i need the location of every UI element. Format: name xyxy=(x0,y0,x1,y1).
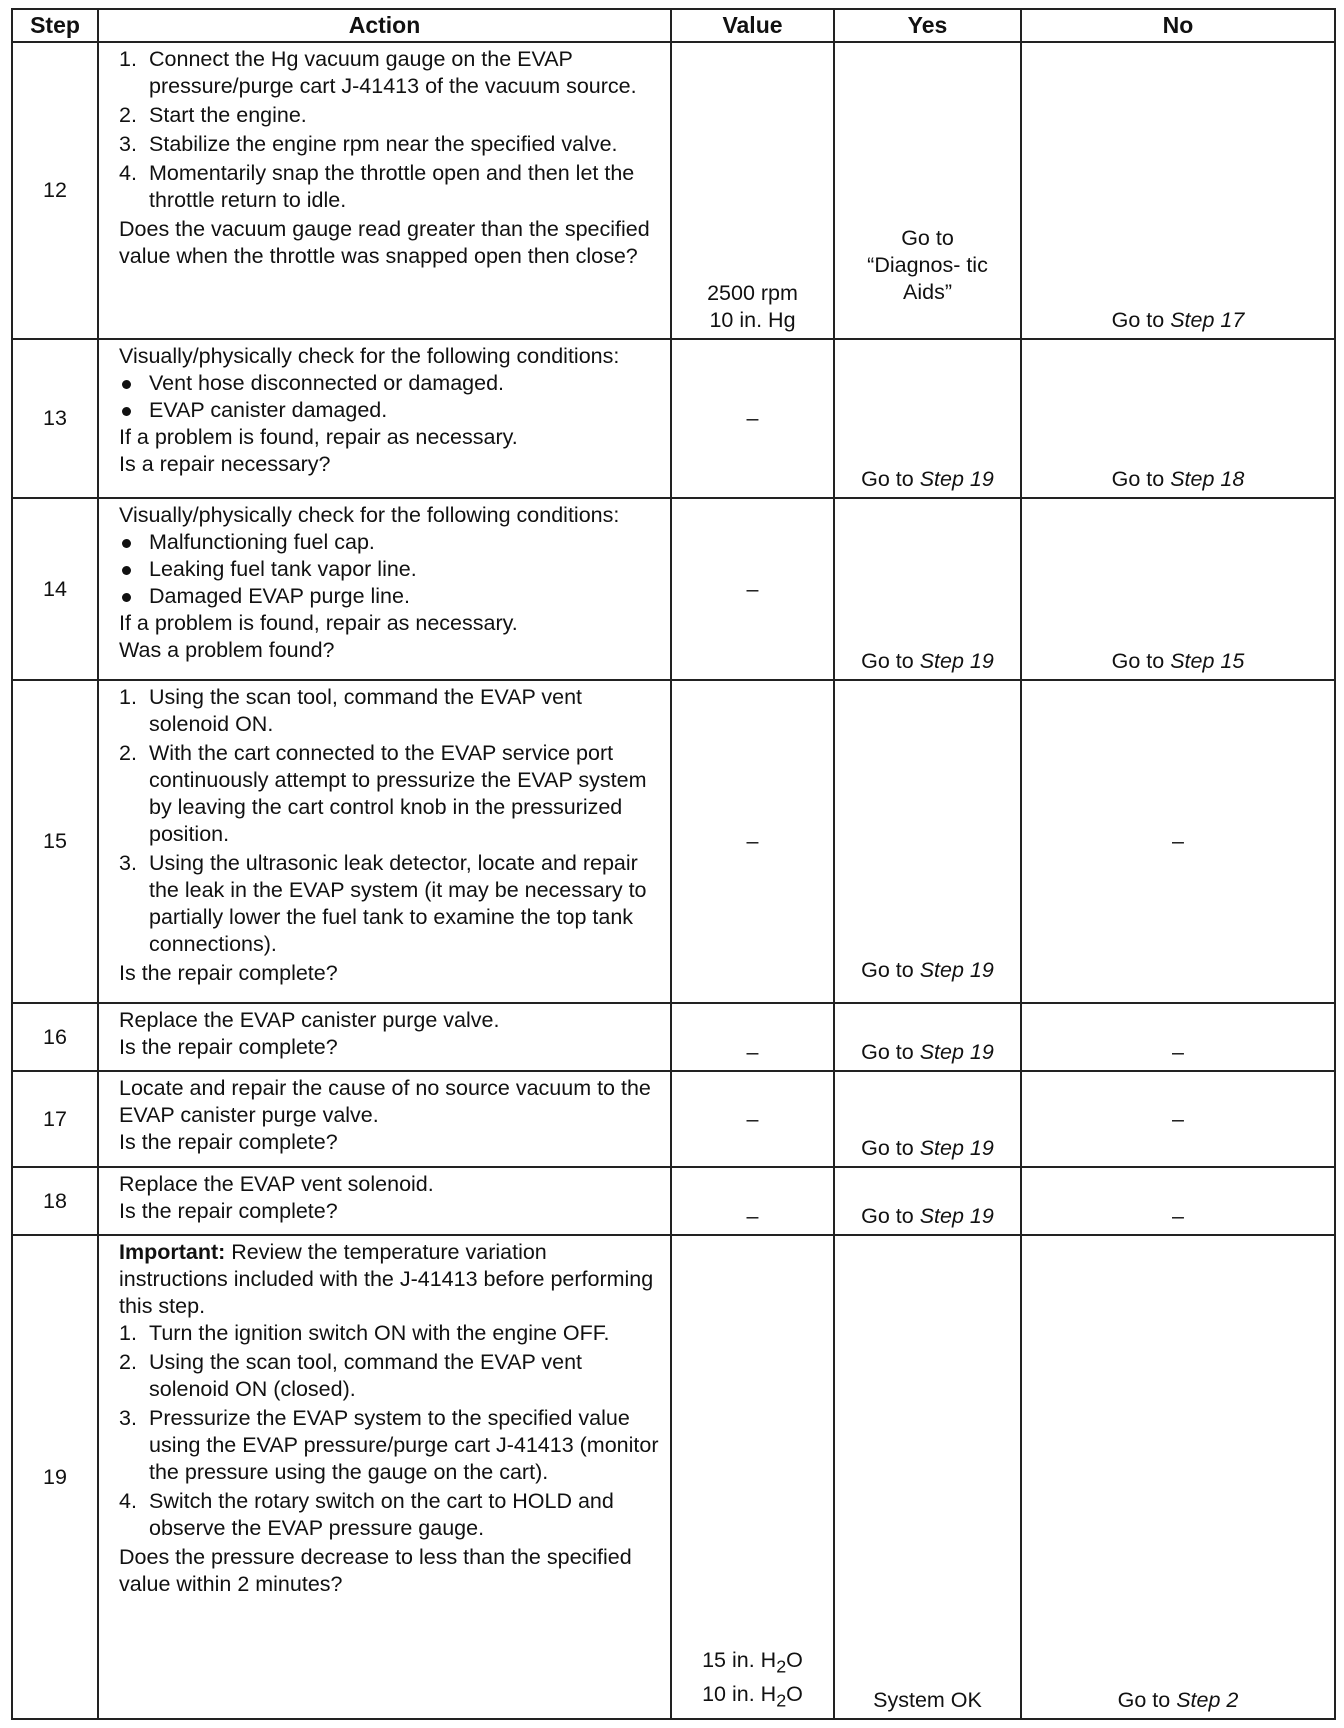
header-no: No xyxy=(1021,9,1335,42)
action-question: Is the repair complete? xyxy=(119,1199,338,1223)
goto-step: Step 2 xyxy=(1176,1688,1239,1712)
goto-text: Go to xyxy=(861,1204,914,1228)
no-cell xyxy=(1021,498,1335,680)
no-cell: – xyxy=(1021,1167,1335,1235)
yes-cell: System OK xyxy=(834,1235,1021,1719)
action-cell xyxy=(98,1167,671,1235)
action-cell xyxy=(98,1071,671,1167)
action-cell xyxy=(98,339,671,498)
goto-step: Step 15 xyxy=(1170,649,1245,673)
value-cell xyxy=(671,1235,834,1719)
header-action: Action xyxy=(98,9,671,42)
action-item: 4. Switch the rotary switch on the cart to HOLD and observe the EVAP pressure gauge. xyxy=(119,1489,614,1540)
no-cell: – xyxy=(1021,680,1335,1003)
step-number: 13 xyxy=(12,339,98,498)
action-item: 4. Momentarily snap the throttle open and then let the throttle return to idle. xyxy=(119,161,635,212)
action-line: Replace the EVAP canister purge valve. xyxy=(119,1008,500,1032)
goto-text: Go to xyxy=(1111,308,1165,332)
bullet-item: Malfunctioning fuel cap. xyxy=(119,529,660,556)
table-row-step-15 xyxy=(12,680,1335,1003)
goto-step: Step 19 xyxy=(919,467,994,491)
action-question: Does the vacuum gauge read greater than the specified value when the throttle was snapped open then close? xyxy=(119,217,650,268)
action-cell xyxy=(98,1003,671,1071)
action-question: Is the repair complete? xyxy=(119,961,338,985)
header-step: Step xyxy=(12,9,98,42)
action-item: 3. Pressurize the EVAP system to the specified value using the EVAP pressure/purge cart J-41413 (monitor the pressure using the gauge on the cart). xyxy=(119,1406,659,1484)
action-item: 3. Using the ultrasonic leak detector, locate and repair the leak in the EVAP system (it may be necessary to partially lower the fuel tank to examine the top tank connections). xyxy=(119,851,647,956)
value-cell: – xyxy=(671,680,834,1003)
value-line: 10 in. Hg xyxy=(709,308,796,332)
yes-cell xyxy=(834,42,1021,339)
no-cell xyxy=(1021,42,1335,339)
yes-cell xyxy=(834,498,1021,680)
no-cell xyxy=(1021,339,1335,498)
goto-step: Step 19 xyxy=(919,1040,994,1064)
goto-text: Go to xyxy=(861,958,914,982)
value-cell: – xyxy=(671,498,834,680)
goto-step: Step 19 xyxy=(919,649,994,673)
step-number: 19 xyxy=(12,1235,98,1719)
bullet-item: EVAP canister damaged. xyxy=(119,397,660,424)
goto-step: Step 19 xyxy=(919,958,994,982)
header-value: Value xyxy=(671,9,834,42)
header-row xyxy=(12,9,1335,42)
goto-step: Step 19 xyxy=(919,1136,994,1160)
goto-step: Step 17 xyxy=(1170,308,1245,332)
goto-step: Step 18 xyxy=(1170,467,1245,491)
header-yes: Yes xyxy=(834,9,1021,42)
goto-text: Go to xyxy=(1111,649,1165,673)
value-cell xyxy=(671,42,834,339)
action-after: If a problem is found, repair as necessary. xyxy=(119,611,518,635)
yes-cell xyxy=(834,1071,1021,1167)
action-intro: Visually/physically check for the following conditions: xyxy=(119,344,620,368)
action-after: If a problem is found, repair as necessary. xyxy=(119,425,518,449)
table-row-step-12 xyxy=(12,42,1335,339)
goto-text: Go to xyxy=(861,1136,914,1160)
action-cell xyxy=(98,498,671,680)
yes-cell xyxy=(834,680,1021,1003)
goto-text: Go to xyxy=(1111,467,1165,491)
action-item: 1. Using the scan tool, command the EVAP vent solenoid ON. xyxy=(119,685,583,736)
step-number: 15 xyxy=(12,680,98,1003)
important-label: Important: xyxy=(119,1240,226,1264)
table-row-step-13 xyxy=(12,339,1335,498)
yes-cell xyxy=(834,1003,1021,1071)
action-question: Is a repair necessary? xyxy=(119,452,331,476)
action-question: Was a problem found? xyxy=(119,638,335,662)
important-note xyxy=(119,1239,660,1320)
value-cell: – xyxy=(671,1167,834,1235)
value-cell: – xyxy=(671,1071,834,1167)
important-text: Review the temperature variation instructions included with the J-41413 before performing this step. xyxy=(119,1240,654,1318)
step-number: 14 xyxy=(12,498,98,680)
table-row-step-18 xyxy=(12,1167,1335,1235)
action-item: 2. Start the engine. xyxy=(119,103,307,127)
table-row-step-19 xyxy=(12,1235,1335,1719)
action-cell xyxy=(98,680,671,1003)
action-item: 2. Using the scan tool, command the EVAP vent solenoid ON (closed). xyxy=(119,1350,583,1401)
bullet-item: Leaking fuel tank vapor line. xyxy=(119,556,660,583)
yes-cell xyxy=(834,339,1021,498)
yes-cell xyxy=(834,1167,1021,1235)
action-item: 2. With the cart connected to the EVAP service port continuously attempt to pressurize the EVAP system by leaving the cart control knob in the pressurized position. xyxy=(119,741,647,846)
table-row-step-16 xyxy=(12,1003,1335,1071)
value-line: 2500 rpm xyxy=(707,281,798,305)
action-intro: Visually/physically check for the following conditions: xyxy=(119,503,620,527)
no-cell: – xyxy=(1021,1003,1335,1071)
goto-text: Go to xyxy=(861,1040,914,1064)
step-number: 12 xyxy=(12,42,98,339)
goto-text: Go to xyxy=(1117,1688,1171,1712)
no-cell: – xyxy=(1021,1071,1335,1167)
yes-text: Go to “Diagnos- tic Aids” xyxy=(867,226,988,304)
action-cell xyxy=(98,1235,671,1719)
value-line: 10 in. $H_2O$ xyxy=(702,1681,803,1710)
action-question: Is the repair complete? xyxy=(119,1035,338,1059)
value-cell: – xyxy=(671,1003,834,1071)
action-line: Locate and repair the cause of no source vacuum to the EVAP canister purge valve. xyxy=(119,1076,651,1127)
step-number: 16 xyxy=(12,1003,98,1071)
table-row-step-14 xyxy=(12,498,1335,680)
goto-text: Go to xyxy=(861,649,914,673)
action-cell xyxy=(98,42,671,339)
action-question: Does the pressure decrease to less than the specified value within 2 minutes? xyxy=(119,1545,632,1596)
action-item: 1. Turn the ignition switch ON with the engine OFF. xyxy=(119,1321,610,1345)
bullet-item: Damaged EVAP purge line. xyxy=(119,583,660,610)
diagnostic-table xyxy=(11,8,1336,1720)
bullet-item: Vent hose disconnected or damaged. xyxy=(119,370,660,397)
step-number: 18 xyxy=(12,1167,98,1235)
action-line: Replace the EVAP vent solenoid. xyxy=(119,1172,434,1196)
value-cell: – xyxy=(671,339,834,498)
action-question: Is the repair complete? xyxy=(119,1130,338,1154)
goto-text: Go to xyxy=(861,467,914,491)
value-line: 15 in. $H_2O$ xyxy=(702,1648,803,1677)
goto-step: Step 19 xyxy=(919,1204,994,1228)
step-number: 17 xyxy=(12,1071,98,1167)
table-row-step-17 xyxy=(12,1071,1335,1167)
no-cell xyxy=(1021,1235,1335,1719)
action-item: 1. Connect the Hg vacuum gauge on the EVAP pressure/purge cart J-41413 of the vacuum source. xyxy=(119,47,637,98)
action-item: 3. Stabilize the engine rpm near the specified valve. xyxy=(119,132,618,156)
